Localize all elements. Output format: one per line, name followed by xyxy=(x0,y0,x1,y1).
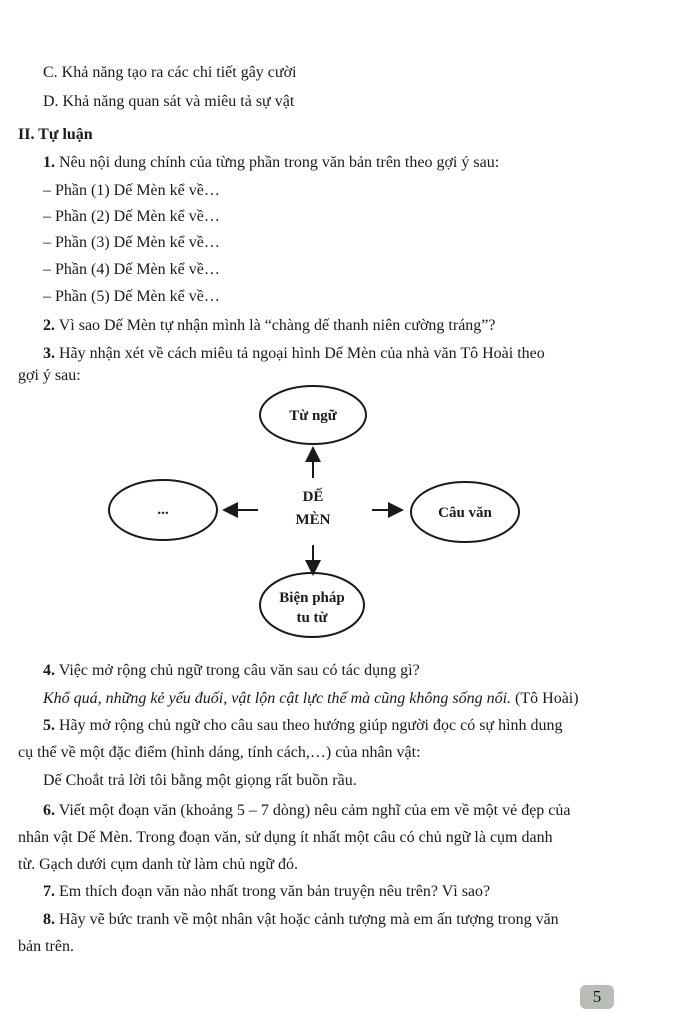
question-text: Việc mở rộng chủ ngữ trong câu văn sau có tác dụng gì? xyxy=(58,662,420,679)
question-5-continued: cụ thể về một đặc điểm (hình dáng, tính cách,…) của nhân vật: xyxy=(18,744,421,761)
question-8 xyxy=(43,910,559,930)
node-label-left: ... xyxy=(157,502,169,518)
question-text: Viết một đoạn văn (khoảng 5 – 7 dòng) nêu cảm nghĩ của em về một vẻ đẹp của xyxy=(58,802,571,819)
question-8-continued: bản trên. xyxy=(18,938,74,955)
question-number: 8. xyxy=(43,911,55,928)
node-label-bottom-line2: tu từ xyxy=(296,610,328,626)
option-c: C. Khả năng tạo ra các chi tiết gây cười xyxy=(43,64,297,81)
question-number: 7. xyxy=(43,883,55,900)
option-d: D. Khả năng quan sát và miêu tả sự vật xyxy=(43,93,295,110)
question-6-line3: từ. Gạch dưới cụm danh từ làm chủ ngữ đó. xyxy=(18,856,298,873)
question-6 xyxy=(43,801,571,821)
question-text: Nêu nội dung chính của từng phần trong văn bản trên theo gợi ý sau: xyxy=(59,154,500,171)
center-label-line1: DẾ xyxy=(302,489,324,505)
page-number: 5 xyxy=(580,985,614,1009)
center-label-line2: MÈN xyxy=(295,512,331,528)
q1-part-4: – Phần (4) Dế Mèn kể về… xyxy=(43,261,220,278)
question-text: Hãy mở rộng chủ ngữ cho câu sau theo hướng giúp người đọc có sự hình dung xyxy=(59,717,563,734)
node-label-bottom-line1: Biện pháp xyxy=(279,590,345,606)
question-4 xyxy=(43,661,420,681)
question-text: Hãy nhận xét về cách miêu tả ngoại hình Dế Mèn của nhà văn Tô Hoài theo xyxy=(59,345,545,362)
question-text: Hãy vẽ bức tranh về một nhân vật hoặc cảnh tượng mà em ấn tượng trong văn xyxy=(59,911,559,928)
quote-text: Khổ quá, những kẻ yếu đuối, vật lộn cật lực thế mà cũng không sống nổi. xyxy=(43,690,512,707)
question-7 xyxy=(43,882,490,902)
question-number: 1. xyxy=(43,154,55,171)
question-text: Vì sao Dế Mèn tự nhận mình là “chàng dế thanh niên cường tráng”? xyxy=(58,317,496,334)
question-6-line2: nhân vật Dế Mèn. Trong đoạn văn, sử dụng ít nhất một câu có chủ ngữ là cụm danh xyxy=(18,829,553,846)
q1-part-3: – Phần (3) Dế Mèn kể về… xyxy=(43,234,220,251)
question-number: 3. xyxy=(43,345,55,362)
question-number: 2. xyxy=(43,317,55,334)
question-5 xyxy=(43,716,563,736)
question-3-continued: gợi ý sau: xyxy=(18,367,81,384)
question-number: 6. xyxy=(43,802,55,819)
q1-part-2: – Phần (2) Dế Mèn kể về… xyxy=(43,208,220,225)
question-number: 5. xyxy=(43,717,55,734)
question-text: Em thích đoạn văn nào nhất trong văn bản truyện nêu trên? Vì sao? xyxy=(59,883,491,900)
q1-part-1: – Phần (1) Dế Mèn kể về… xyxy=(43,182,220,199)
node-label-top: Từ ngữ xyxy=(289,408,337,424)
section-heading: II. Tự luận xyxy=(18,126,93,143)
q1-part-5: – Phần (5) Dế Mèn kể về… xyxy=(43,288,220,305)
node-label-right: Câu văn xyxy=(438,505,492,521)
quote-source: (Tô Hoài) xyxy=(515,690,579,707)
question-4-quote xyxy=(43,689,579,709)
question-5-example: Dế Choắt trả lời tôi bằng một giọng rất buồn rầu. xyxy=(43,772,357,789)
question-number: 4. xyxy=(43,662,55,679)
